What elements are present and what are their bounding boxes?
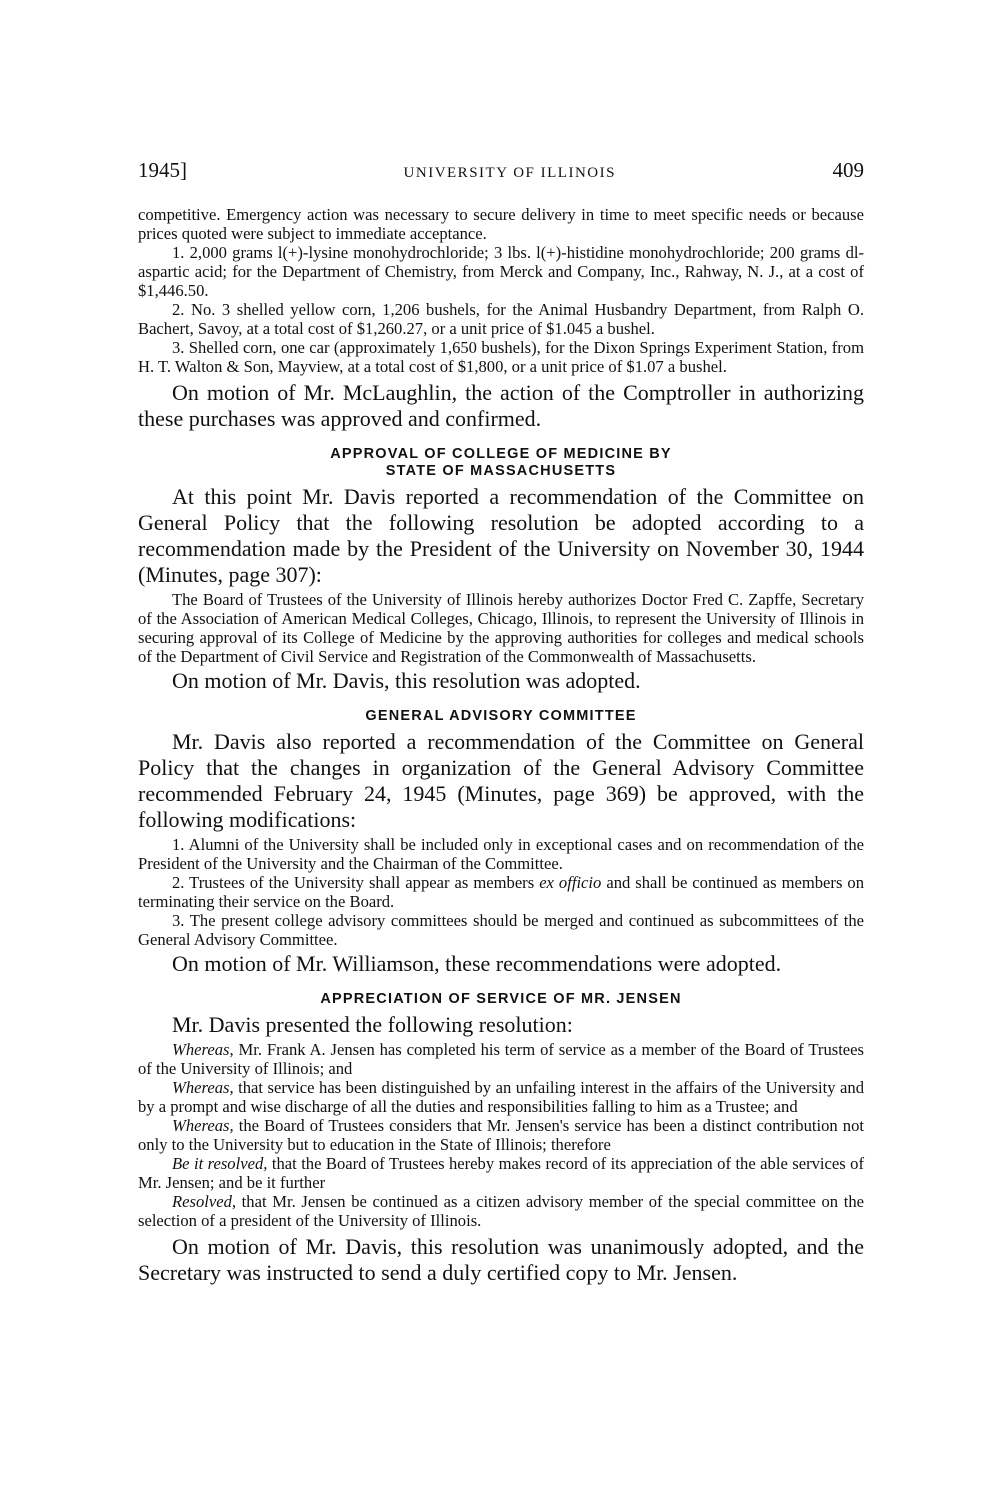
resolved-1-label: Be it resolved, <box>172 1154 268 1173</box>
whereas-3-text: the Board of Trustees considers that Mr. Jensen's service has been a distinct contribution not only to the University but to education in the State of Illinois; therefore <box>138 1116 864 1154</box>
running-header <box>138 158 864 183</box>
purchases-intro: competitive. Emergency action was necessary to secure delivery in time to meet specific needs or because prices quoted were subject to immediate acceptance. <box>138 205 864 243</box>
medicine-intro: At this point Mr. Davis reported a recommendation of the Committee on General Policy that the following resolution be adopted according to a recommendation made by the President of the University on November 30, 1944 (Minutes, page 307): <box>138 484 864 587</box>
advisory-motion: On motion of Mr. Williamson, these recommendations were adopted. <box>172 951 782 976</box>
whereas-1-label: Whereas, <box>172 1040 234 1059</box>
whereas-2 <box>138 1078 864 1116</box>
purchase-item-3: 3. Shelled corn, one car (approximately 1,650 bushels), for the Dixon Springs Experiment Station, from H. T. Walton & Son, Mayview, at a total cost of $1,800, or a unit price of $1.07 a bushel. <box>138 338 864 376</box>
section-heading-medicine <box>138 446 864 480</box>
header-title: UNIVERSITY OF ILLINOIS <box>403 165 616 181</box>
page-number: 409 <box>832 158 864 182</box>
whereas-3-label: Whereas, <box>172 1116 234 1135</box>
purchase-item-2: 2. No. 3 shelled yellow corn, 1,206 bushels, for the Animal Husbandry Department, from Ralph O. Bachert, Savoy, at a total cost of $1,260.27, or a unit price of $1.045 a bushel. <box>138 300 864 338</box>
advisory-intro: Mr. Davis also reported a recommendation of the Committee on General Policy that the changes in organization of the General Advisory Committee recommended February 24, 1945 (Minutes, page 369) be approved, with the following modifications: <box>138 729 864 832</box>
whereas-2-label: Whereas, <box>172 1078 234 1097</box>
header-year: 1945] <box>138 158 187 182</box>
resolved-2-text: that Mr. Jensen be continued as a citizen advisory member of the special committee on the selection of a president of the University of Illinois. <box>138 1192 864 1230</box>
resolved-1 <box>138 1154 864 1192</box>
jensen-intro: Mr. Davis presented the following resolution: <box>172 1012 573 1037</box>
advisory-section <box>138 708 864 977</box>
purchases-section <box>138 205 864 432</box>
advisory-item-2-text-a: 2. Trustees of the University shall appear as members <box>172 873 540 892</box>
advisory-item-2-emphasis: ex officio <box>539 873 602 892</box>
whereas-2-text: that service has been distinguished by an unfailing interest in the affairs of the University and by a prompt and wise discharge of all the duties and responsibilities falling to him as a Trustee; and <box>138 1078 864 1116</box>
heading-line-1: APPROVAL OF COLLEGE OF MEDICINE BY <box>330 446 672 462</box>
whereas-1-text: Mr. Frank A. Jensen has completed his term of service as a member of the Board of Trustees of the University of Illinois; and <box>138 1040 864 1078</box>
section-heading-advisory: GENERAL ADVISORY COMMITTEE <box>365 708 637 724</box>
advisory-item-1: 1. Alumni of the University shall be included only in exceptional cases and on recommendation of the President of the University and the Chairman of the Committee. <box>138 835 864 873</box>
advisory-item-2-text-b: and shall be continued as members on terminating their service on the Board. <box>138 873 865 911</box>
heading-line-2: STATE OF MASSACHUSETTS <box>385 463 617 479</box>
document-page <box>138 158 864 1286</box>
section-heading-jensen: APPRECIATION OF SERVICE OF MR. JENSEN <box>320 991 682 1007</box>
jensen-motion: On motion of Mr. Davis, this resolution was unanimously adopted, and the Secretary was instructed to send a duly certified copy to Mr. Jensen. <box>138 1234 864 1285</box>
whereas-1 <box>138 1040 864 1078</box>
resolved-2-label: Resolved, <box>172 1192 237 1211</box>
whereas-3 <box>138 1116 864 1154</box>
medicine-section <box>138 446 864 694</box>
resolved-1-text: that the Board of Trustees hereby makes record of its appreciation of the able services of Mr. Jensen; and be it further <box>138 1154 864 1192</box>
advisory-item-2 <box>138 873 864 911</box>
medicine-resolution: The Board of Trustees of the University of Illinois hereby authorizes Doctor Fred C. Zapffe, Secretary of the Association of American Medical Colleges, Chicago, Illinois, to represent the University of Illinois in securing approval of its College of Medicine by the approving authorities for colleges and medical schools of the Department of Civil Service and Registration of the Commonwealth of Massachusetts. <box>138 590 864 666</box>
medicine-motion: On motion of Mr. Davis, this resolution was adopted. <box>172 668 641 693</box>
advisory-item-3: 3. The present college advisory committees should be merged and continued as subcommittees of the General Advisory Committee. <box>138 911 864 949</box>
purchase-item-1: 1. 2,000 grams l(+)-lysine monohydrochloride; 3 lbs. l(+)-histidine monohydrochloride; 200 grams dl-aspartic acid; for the Department of Chemistry, from Merck and Company, Inc., Rahway, N. J., at a cost of $1,446.50. <box>138 243 864 300</box>
purchases-motion: On motion of Mr. McLaughlin, the action of the Comptroller in authorizing these purchases was approved and confirmed. <box>138 380 864 431</box>
resolved-2 <box>138 1192 864 1230</box>
jensen-section <box>138 991 864 1286</box>
